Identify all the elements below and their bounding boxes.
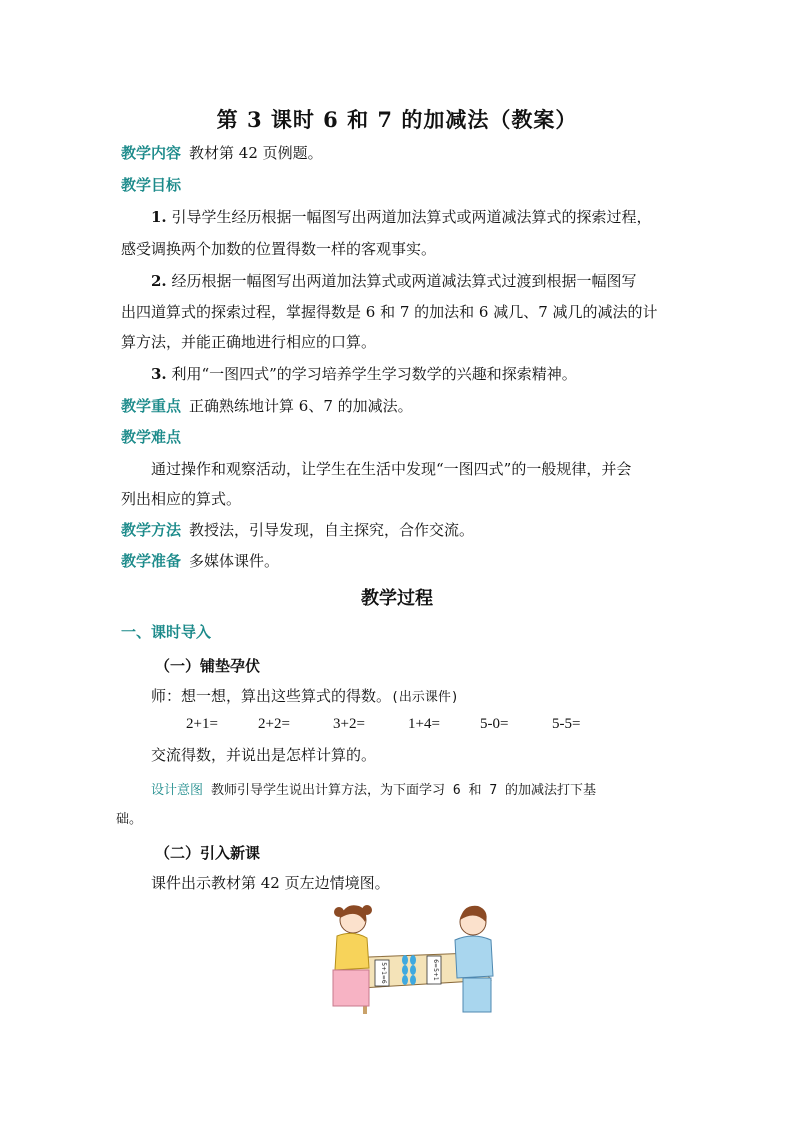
part1-sub1: （一）铺垫孕伏 <box>155 657 261 675</box>
svg-text:6=5+1: 6=5+1 <box>432 959 439 981</box>
key-point-label: 教学重点 <box>121 397 182 415</box>
difficulty-line-1: 通过操作和观察活动，让学生在生活中发现“一图四式”的一般规律，并会 <box>151 460 632 478</box>
content-label: 教学内容 <box>121 144 182 162</box>
methods-text: 教授法，引导发现，自主探究，合作交流。 <box>189 521 475 539</box>
scene-illustration <box>323 898 503 1016</box>
page-title: 第 3 课时 6 和 7 的加减法（教案） <box>216 107 578 132</box>
objective-3-text: 利用“一图四式”的学习培养学生学习数学的兴趣和探索精神。 <box>171 365 577 383</box>
difficulty-line-2: 列出相应的算式。 <box>121 490 242 508</box>
equation-5: 5-0= <box>480 716 509 732</box>
objectives-label: 教学目标 <box>121 176 182 194</box>
objective-1-text: 引导学生经历根据一幅图写出两道加法算式或两道减法算式的探索过程， <box>171 208 652 226</box>
objective-3-number: 3. <box>151 365 167 383</box>
design-intent-line-2: 础。 <box>116 812 143 827</box>
girl-figure <box>333 905 372 1006</box>
design-intent-label: 设计意图 <box>151 783 204 798</box>
objective-1-line-1 <box>151 207 651 227</box>
preparation-row <box>121 551 279 571</box>
preparation-text: 多媒体课件。 <box>189 552 280 570</box>
design-intent-row <box>151 779 596 801</box>
objective-1-number: 1. <box>151 208 167 226</box>
equation-3: 3+2= <box>333 716 365 732</box>
objectives-heading <box>121 175 189 195</box>
objective-2-number: 2. <box>151 272 167 290</box>
boy-figure <box>455 906 493 1012</box>
key-point-row <box>121 396 413 416</box>
process-title: 教学过程 <box>361 588 433 609</box>
objective-2-line-3: 算方法，并能正确地进行相应的口算。 <box>121 333 377 351</box>
objective-2-text: 经历根据一幅图写出两道加法算式或两道减法算式过渡到根据一幅图写 <box>171 272 637 290</box>
methods-label: 教学方法 <box>121 521 182 539</box>
objective-1-line-2: 感受调换两个加数的位置得数一样的客观事实。 <box>121 240 437 258</box>
exchange-text: 交流得数，并说出是怎样计算的。 <box>151 746 377 764</box>
key-point-text: 正确熟练地计算 6、7 的加减法。 <box>189 397 413 415</box>
svg-text:5+1=6: 5+1=6 <box>380 962 387 984</box>
part1-sub2: （二）引入新课 <box>155 844 261 862</box>
teacher-note: (出示课件) <box>391 690 459 705</box>
preparation-label: 教学准备 <box>121 552 182 570</box>
difficulty-label: 教学难点 <box>121 428 182 446</box>
objective-2-line-2: 出四道算式的探索过程，掌握得数是 6 和 7 的加法和 6 减几、7 减几的减法的计 <box>121 303 658 321</box>
content-text: 教材第 42 页例题。 <box>189 144 323 162</box>
equation-4: 1+4= <box>408 716 440 732</box>
number-card-left <box>375 960 389 986</box>
design-intent-line-1: 教师引导学生说出计算方法，为下面学习 6 和 7 的加减法打下基 <box>211 783 596 798</box>
equation-2: 2+2= <box>258 716 290 732</box>
teacher-text: 师：想一想，算出这些算式的得数。 <box>151 687 392 705</box>
methods-row <box>121 520 474 540</box>
courseware-text: 课件出示教材第 42 页左边情境图。 <box>151 874 390 892</box>
content-row <box>121 143 323 163</box>
objective-3-line-1 <box>151 364 577 384</box>
teacher-prompt <box>151 686 459 708</box>
difficulty-heading <box>121 427 189 447</box>
part1-heading: 一、课时导入 <box>121 623 212 641</box>
equation-6: 5-5= <box>552 716 581 732</box>
objective-2-line-1 <box>151 271 636 291</box>
number-card-right <box>427 956 441 984</box>
equation-1: 2+1= <box>186 716 218 732</box>
